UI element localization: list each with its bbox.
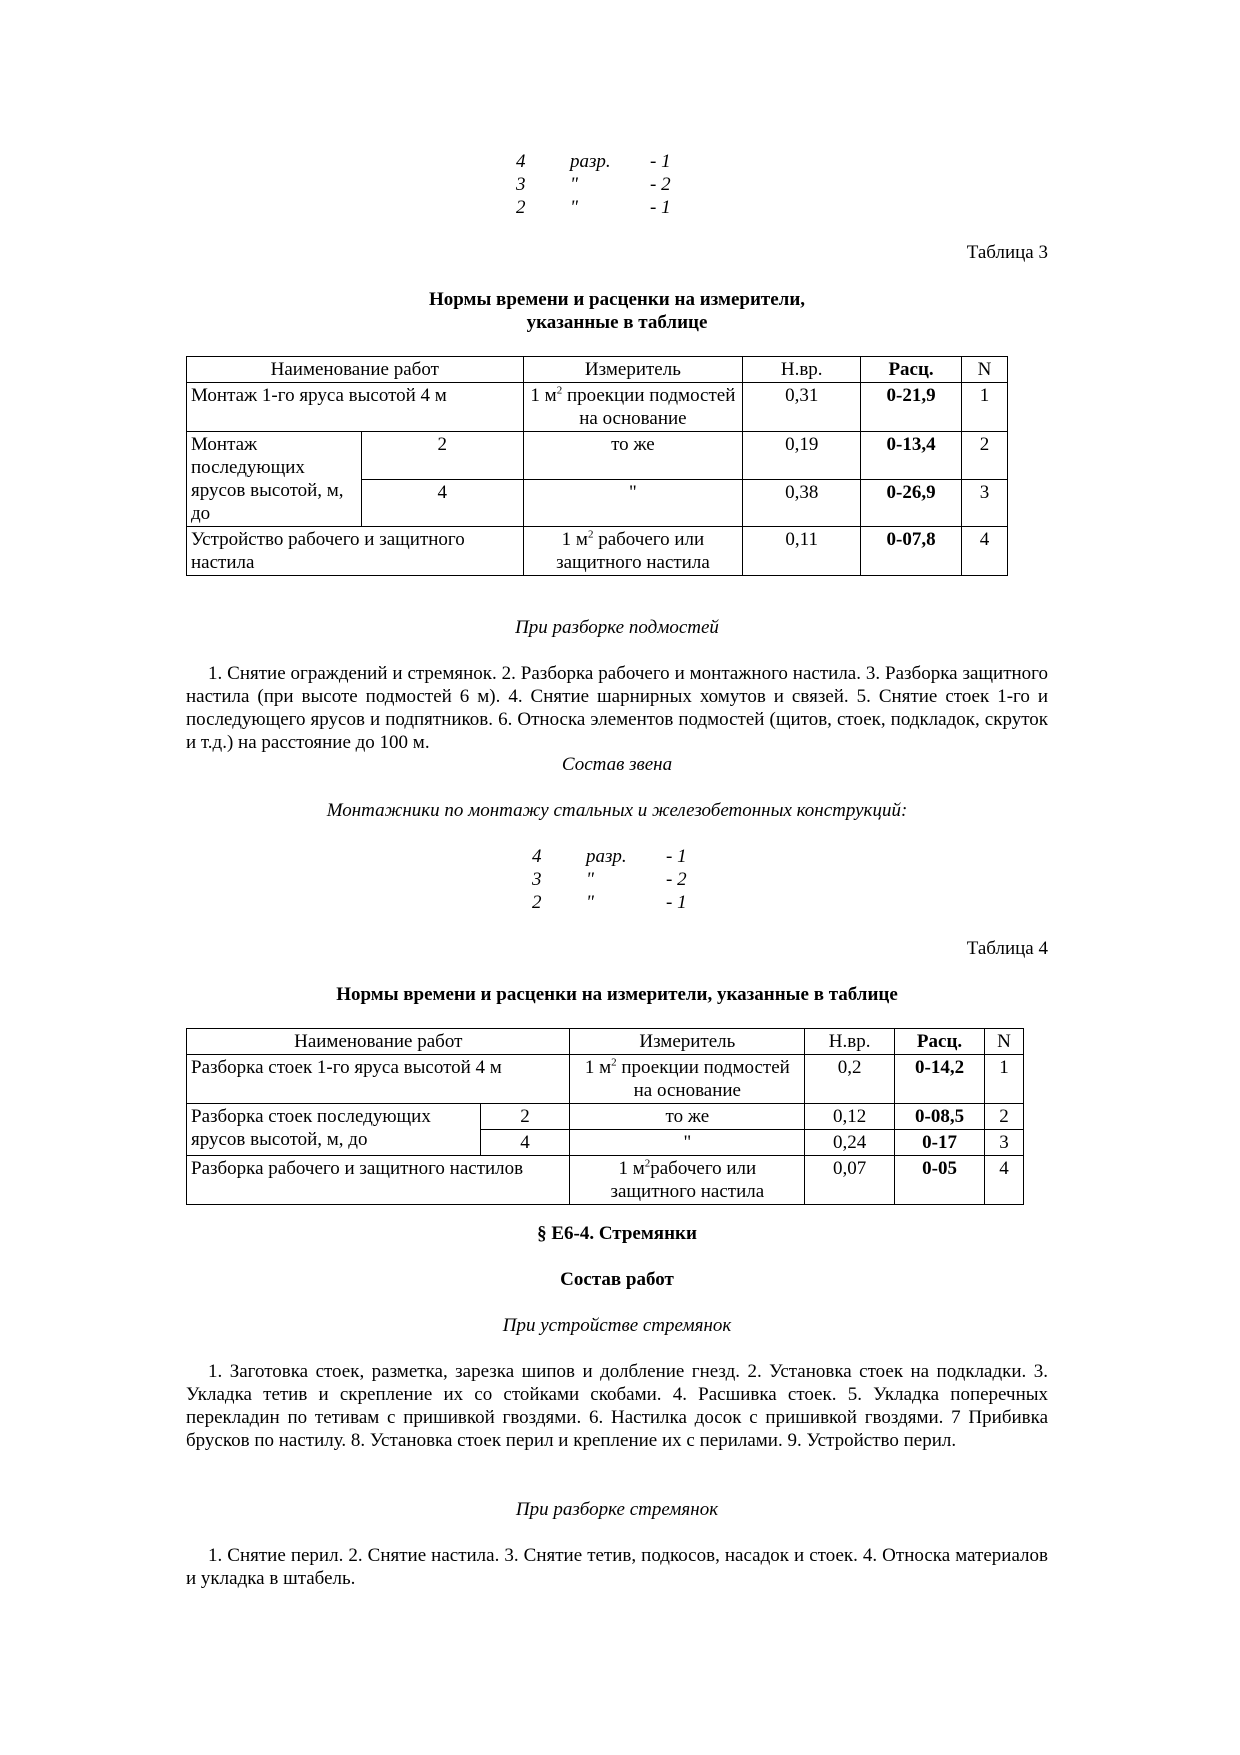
install-text: 1. Заготовка стоек, разметка, зарезка шипов и долбление гнезд. 2. Установка стоек на подкладки. 3. Укладка тетив и скрепление их со стойками скобами. 4. Расшивка стоек. 5. Укладка поперечных перекладин по тетивам с пришивкой гвоздями. 6. Настилка досок с пришивкой гвоздями. 7 Прибивка брусков по настилу. 8. Установка стоек перил и крепление их с перилами. 9. Устройство перил. xyxy=(186,1361,1048,1451)
cell-height: 4 xyxy=(480,1130,570,1156)
table-header-row xyxy=(187,1029,1024,1055)
header-n: N xyxy=(962,357,1008,383)
cell-nvr: 0,19 xyxy=(743,432,861,480)
table3-title-line1: Нормы времени и расценки на измерители, xyxy=(428,289,806,310)
table3-title-line2: указанные в таблице xyxy=(526,312,708,333)
header-rasc: Расц. xyxy=(861,357,962,383)
crew-unit: " xyxy=(586,892,594,913)
cell-name: Разборка стоек 1-го яруса высотой 4 м xyxy=(187,1055,570,1104)
cell-name: Разборка рабочего и защитного настилов xyxy=(187,1156,570,1205)
remove-text: 1. Снятие перил. 2. Снятие настила. 3. Снятие тетив, подкосов, насадок и стоек. 4. Относка материалов и укладка в штабель. xyxy=(186,1545,1048,1589)
crew-grade: 4 xyxy=(532,846,542,867)
cell-unit: 1 $м^2$ рабочего или защитного настила xyxy=(523,527,743,576)
crew-count: - 2 xyxy=(650,174,671,195)
cell-n: 1 xyxy=(962,383,1008,432)
cell-height: 2 xyxy=(480,1104,570,1130)
cell-n: 4 xyxy=(985,1156,1024,1205)
crew-unit: разр. xyxy=(586,846,627,867)
cell-rasc: 0-21,9 xyxy=(861,383,962,432)
table3-caption: Таблица 3 xyxy=(966,242,1048,263)
crew-grade: 2 xyxy=(532,892,542,913)
crew-row xyxy=(516,150,690,173)
crew-unit: разр. xyxy=(570,151,611,172)
cell-group-name: Монтаж последующих ярусов высотой, м, до xyxy=(187,432,362,527)
table4 xyxy=(186,1028,1024,1205)
table3 xyxy=(186,356,1008,576)
crew-grade: 3 xyxy=(532,869,542,890)
table4-title: Нормы времени и расценки на измерители, указанные в таблице xyxy=(336,984,898,1005)
install-heading: При устройстве стремянок xyxy=(502,1315,732,1336)
cell-nvr: 0,11 xyxy=(743,527,861,576)
cell-n: 2 xyxy=(985,1104,1024,1130)
crew-count: - 1 xyxy=(650,197,671,218)
remove-heading: При разборке стремянок xyxy=(515,1499,719,1520)
cell-n: 4 xyxy=(962,527,1008,576)
crew-row xyxy=(516,196,690,219)
cell-group-name: Разборка стоек последующих ярусов высотой, м, до xyxy=(187,1104,481,1156)
cell-unit: " xyxy=(523,479,743,527)
dismantle-heading: При разборке подмостей xyxy=(515,617,719,638)
table-row xyxy=(187,1156,1024,1205)
section-title: § Е6-4. Стремянки xyxy=(537,1223,697,1244)
crew-unit: " xyxy=(570,197,578,218)
cell-height: 4 xyxy=(361,479,523,527)
table4-caption: Таблица 4 xyxy=(966,938,1048,959)
header-unit: Измеритель xyxy=(523,357,743,383)
cell-nvr: 0,2 xyxy=(805,1055,895,1104)
table-row xyxy=(187,1104,1024,1130)
header-unit: Измеритель xyxy=(570,1029,805,1055)
crew-unit: " xyxy=(570,174,578,195)
cell-rasc: 0-08,5 xyxy=(895,1104,985,1130)
cell-nvr: 0,38 xyxy=(743,479,861,527)
cell-name: Устройство рабочего и защитного настила xyxy=(187,527,524,576)
crew-list-mid xyxy=(532,845,706,914)
cell-rasc: 0-13,4 xyxy=(861,432,962,480)
header-rasc: Расц. xyxy=(895,1029,985,1055)
cell-rasc: 0-05 xyxy=(895,1156,985,1205)
crew-subheading: Монтажники по монтажу стальных и железобетонных конструкций: xyxy=(326,800,908,821)
crew-count: - 2 xyxy=(666,869,687,890)
crew-count: - 1 xyxy=(666,846,687,867)
cell-nvr: 0,12 xyxy=(805,1104,895,1130)
crew-row xyxy=(516,173,690,196)
section-subtitle: Состав работ xyxy=(560,1269,674,1290)
crew-list-top xyxy=(516,150,690,219)
cell-n: 2 xyxy=(962,432,1008,480)
header-nvr: Н.вр. xyxy=(805,1029,895,1055)
table-row xyxy=(187,432,1008,480)
table-row xyxy=(187,527,1008,576)
cell-n: 3 xyxy=(962,479,1008,527)
crew-row xyxy=(532,891,706,914)
cell-name: Монтаж 1-го яруса высотой 4 м xyxy=(187,383,524,432)
crew-grade: 2 xyxy=(516,197,526,218)
cell-unit: 1 $м^2рабочего$ или защитного настила xyxy=(570,1156,805,1205)
cell-rasc: 0-26,9 xyxy=(861,479,962,527)
cell-n: 3 xyxy=(985,1130,1024,1156)
crew-row xyxy=(532,868,706,891)
cell-nvr: 0,07 xyxy=(805,1156,895,1205)
crew-unit: " xyxy=(586,869,594,890)
cell-unit: 1 $м^2$ проекции подмостей на основание xyxy=(570,1055,805,1104)
header-nvr: Н.вр. xyxy=(743,357,861,383)
header-name: Наименование работ xyxy=(187,357,524,383)
cell-unit: 1 $м^2$ проекции подмостей на основание xyxy=(523,383,743,432)
cell-unit: " xyxy=(570,1130,805,1156)
crew-count: - 1 xyxy=(666,892,687,913)
cell-rasc: 0-17 xyxy=(895,1130,985,1156)
header-name: Наименование работ xyxy=(187,1029,570,1055)
cell-nvr: 0,31 xyxy=(743,383,861,432)
cell-rasc: 0-07,8 xyxy=(861,527,962,576)
table-row xyxy=(187,383,1008,432)
crew-grade: 3 xyxy=(516,174,526,195)
cell-nvr: 0,24 xyxy=(805,1130,895,1156)
table-row xyxy=(187,1055,1024,1104)
cell-rasc: 0-14,2 xyxy=(895,1055,985,1104)
crew-heading: Состав звена xyxy=(561,754,673,775)
crew-row xyxy=(532,845,706,868)
dismantle-text: 1. Снятие ограждений и стремянок. 2. Разборка рабочего и монтажного настила. 3. Разборка защитного настила (при высоте подмостей 6 м). 4. Снятие шарнирных хомутов и связей. 5. Снятие стоек 1-го и последующего ярусов и подпятников. 6. Относка элементов подмостей (щитов, стоек, подкладок, скруток и т.д.) на расстояние до 100 м. xyxy=(186,663,1048,753)
header-n: N xyxy=(985,1029,1024,1055)
crew-count: - 1 xyxy=(650,151,671,172)
cell-n: 1 xyxy=(985,1055,1024,1104)
table-header-row xyxy=(187,357,1008,383)
cell-unit: то же xyxy=(523,432,743,480)
crew-grade: 4 xyxy=(516,151,526,172)
cell-height: 2 xyxy=(361,432,523,480)
cell-unit: то же xyxy=(570,1104,805,1130)
